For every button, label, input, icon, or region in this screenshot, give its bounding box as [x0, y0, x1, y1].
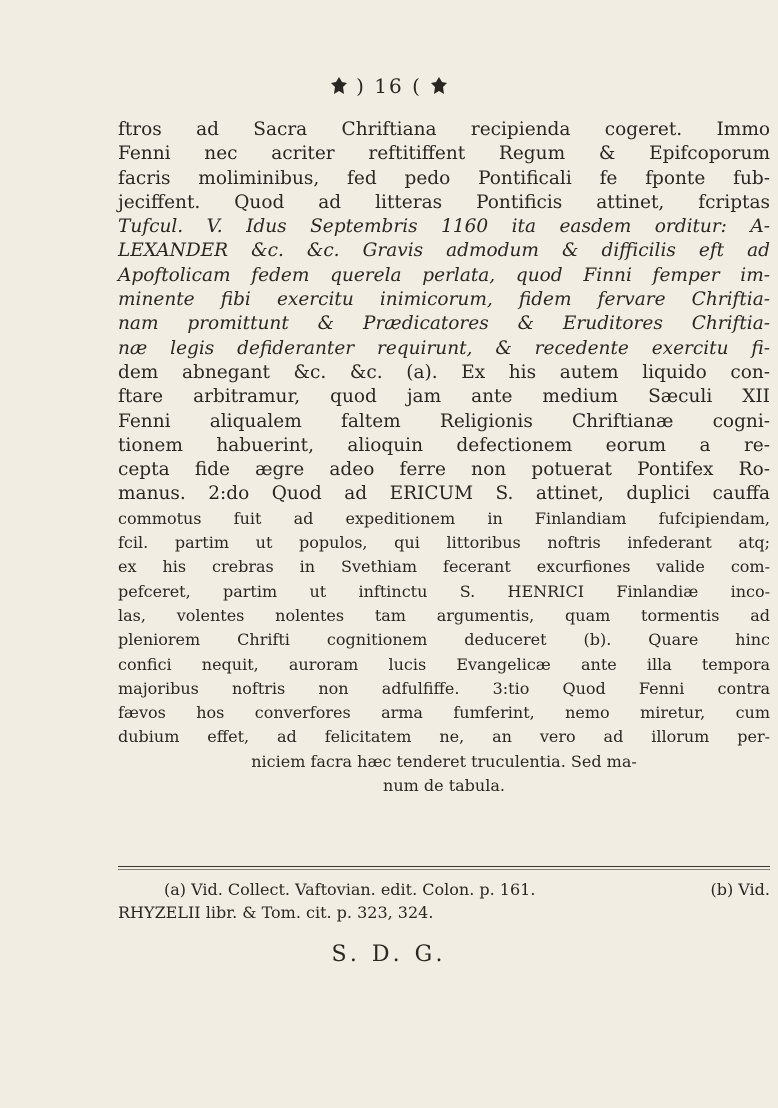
text-line: commotus fuit ad expeditionem in Finlandiam fufcipiendam, — [118, 508, 770, 528]
text-line: LEXANDER &c. &c. Gravis admodum & difficilis eft ad — [118, 240, 770, 262]
footnote-a: (a) Vid. Collect. Vaftovian. edit. Colon. p. 161. — [164, 880, 536, 899]
footnote-b: (b) Vid. — [710, 880, 770, 899]
text-line: fcil. partim ut populos, qui littoribus noftris infederant atq; — [118, 533, 770, 553]
text-line: Fenni aliqualem faltem Religionis Chriftianæ cogni- — [118, 410, 770, 432]
fleuron-icon — [330, 76, 348, 96]
text-line: cepta fide ægre adeo ferre non potuerat Pontifex Ro- — [118, 459, 770, 481]
footnotes — [118, 878, 770, 924]
text-line: dubium effet, ad felicitatem ne, an vero ad illorum per- — [118, 727, 770, 747]
text-line: Fenni nec acriter reftitiffent Regum & Epifcoporum — [118, 143, 770, 165]
page-header — [0, 74, 778, 98]
text-line: confici nequit, auroram lucis Evangelicæ ante illa tempora — [118, 654, 770, 674]
footnote-rule — [118, 869, 770, 870]
footnote-rule — [118, 866, 770, 867]
text-line: facris moliminibus, fed pedo Pontificali fe fponte fub- — [118, 167, 770, 189]
page-number: ) 16 ( — [356, 74, 422, 98]
text-line: fævos hos converfores arma fumferint, nemo miretur, cum — [118, 703, 770, 723]
text-line: dem abnegant &c. &c. (a). Ex his autem liquido con- — [118, 361, 770, 383]
main-text — [118, 118, 770, 798]
text-line: jeciffent. Quod ad litteras Pontificis attinet, fcriptas — [118, 191, 770, 213]
text-line: Tufcul. V. Idus Septembris 1160 ita easdem orditur: A- — [118, 216, 770, 238]
text-line: nam promittunt & Prædicatores & Eruditores Chriftia- — [118, 313, 770, 335]
footnote-b-continued: RHYZELII libr. & Tom. cit. p. 323, 324. — [118, 903, 434, 922]
text-line: num de tabula. — [383, 776, 505, 796]
text-line: Apoftolicam fedem querela perlata, quod Finni femper im- — [118, 264, 770, 286]
text-line: pleniorem Chrifti cognitionem deduceret (b). Quare hinc — [118, 630, 770, 650]
text-line: ex his crebras in Svethiam fecerant excurfiones valide com- — [118, 557, 770, 577]
text-line: niciem facra hæc tenderet truculentia. Sed ma- — [251, 751, 637, 771]
text-line: næ legis defideranter requirunt, & recedente exercitu fi- — [118, 337, 770, 359]
text-line: manus. 2:do Quod ad ERICUM S. attinet, duplici cauffa — [118, 483, 770, 505]
text-line: pefceret, partim ut inftinctu S. HENRICI Finlandiæ inco- — [118, 581, 770, 601]
text-line: tionem habuerint, alioquin defectionem eorum a re- — [118, 434, 770, 456]
text-line: ftros ad Sacra Chriftiana recipienda cogeret. Immo — [118, 119, 770, 140]
text-line: majoribus noftris non adfulfiffe. 3:tio Quod Fenni contra — [118, 678, 770, 698]
text-line: ftare arbitramur, quod jam ante medium Sæculi XII — [118, 386, 770, 408]
text-line: minente fibi exercitu inimicorum, fidem fervare Chriftia- — [118, 289, 770, 311]
finis-mark: S. D. G. — [331, 942, 447, 967]
fleuron-icon — [430, 76, 448, 96]
text-line: las, volentes nolentes tam argumentis, quam tormentis ad — [118, 605, 770, 625]
